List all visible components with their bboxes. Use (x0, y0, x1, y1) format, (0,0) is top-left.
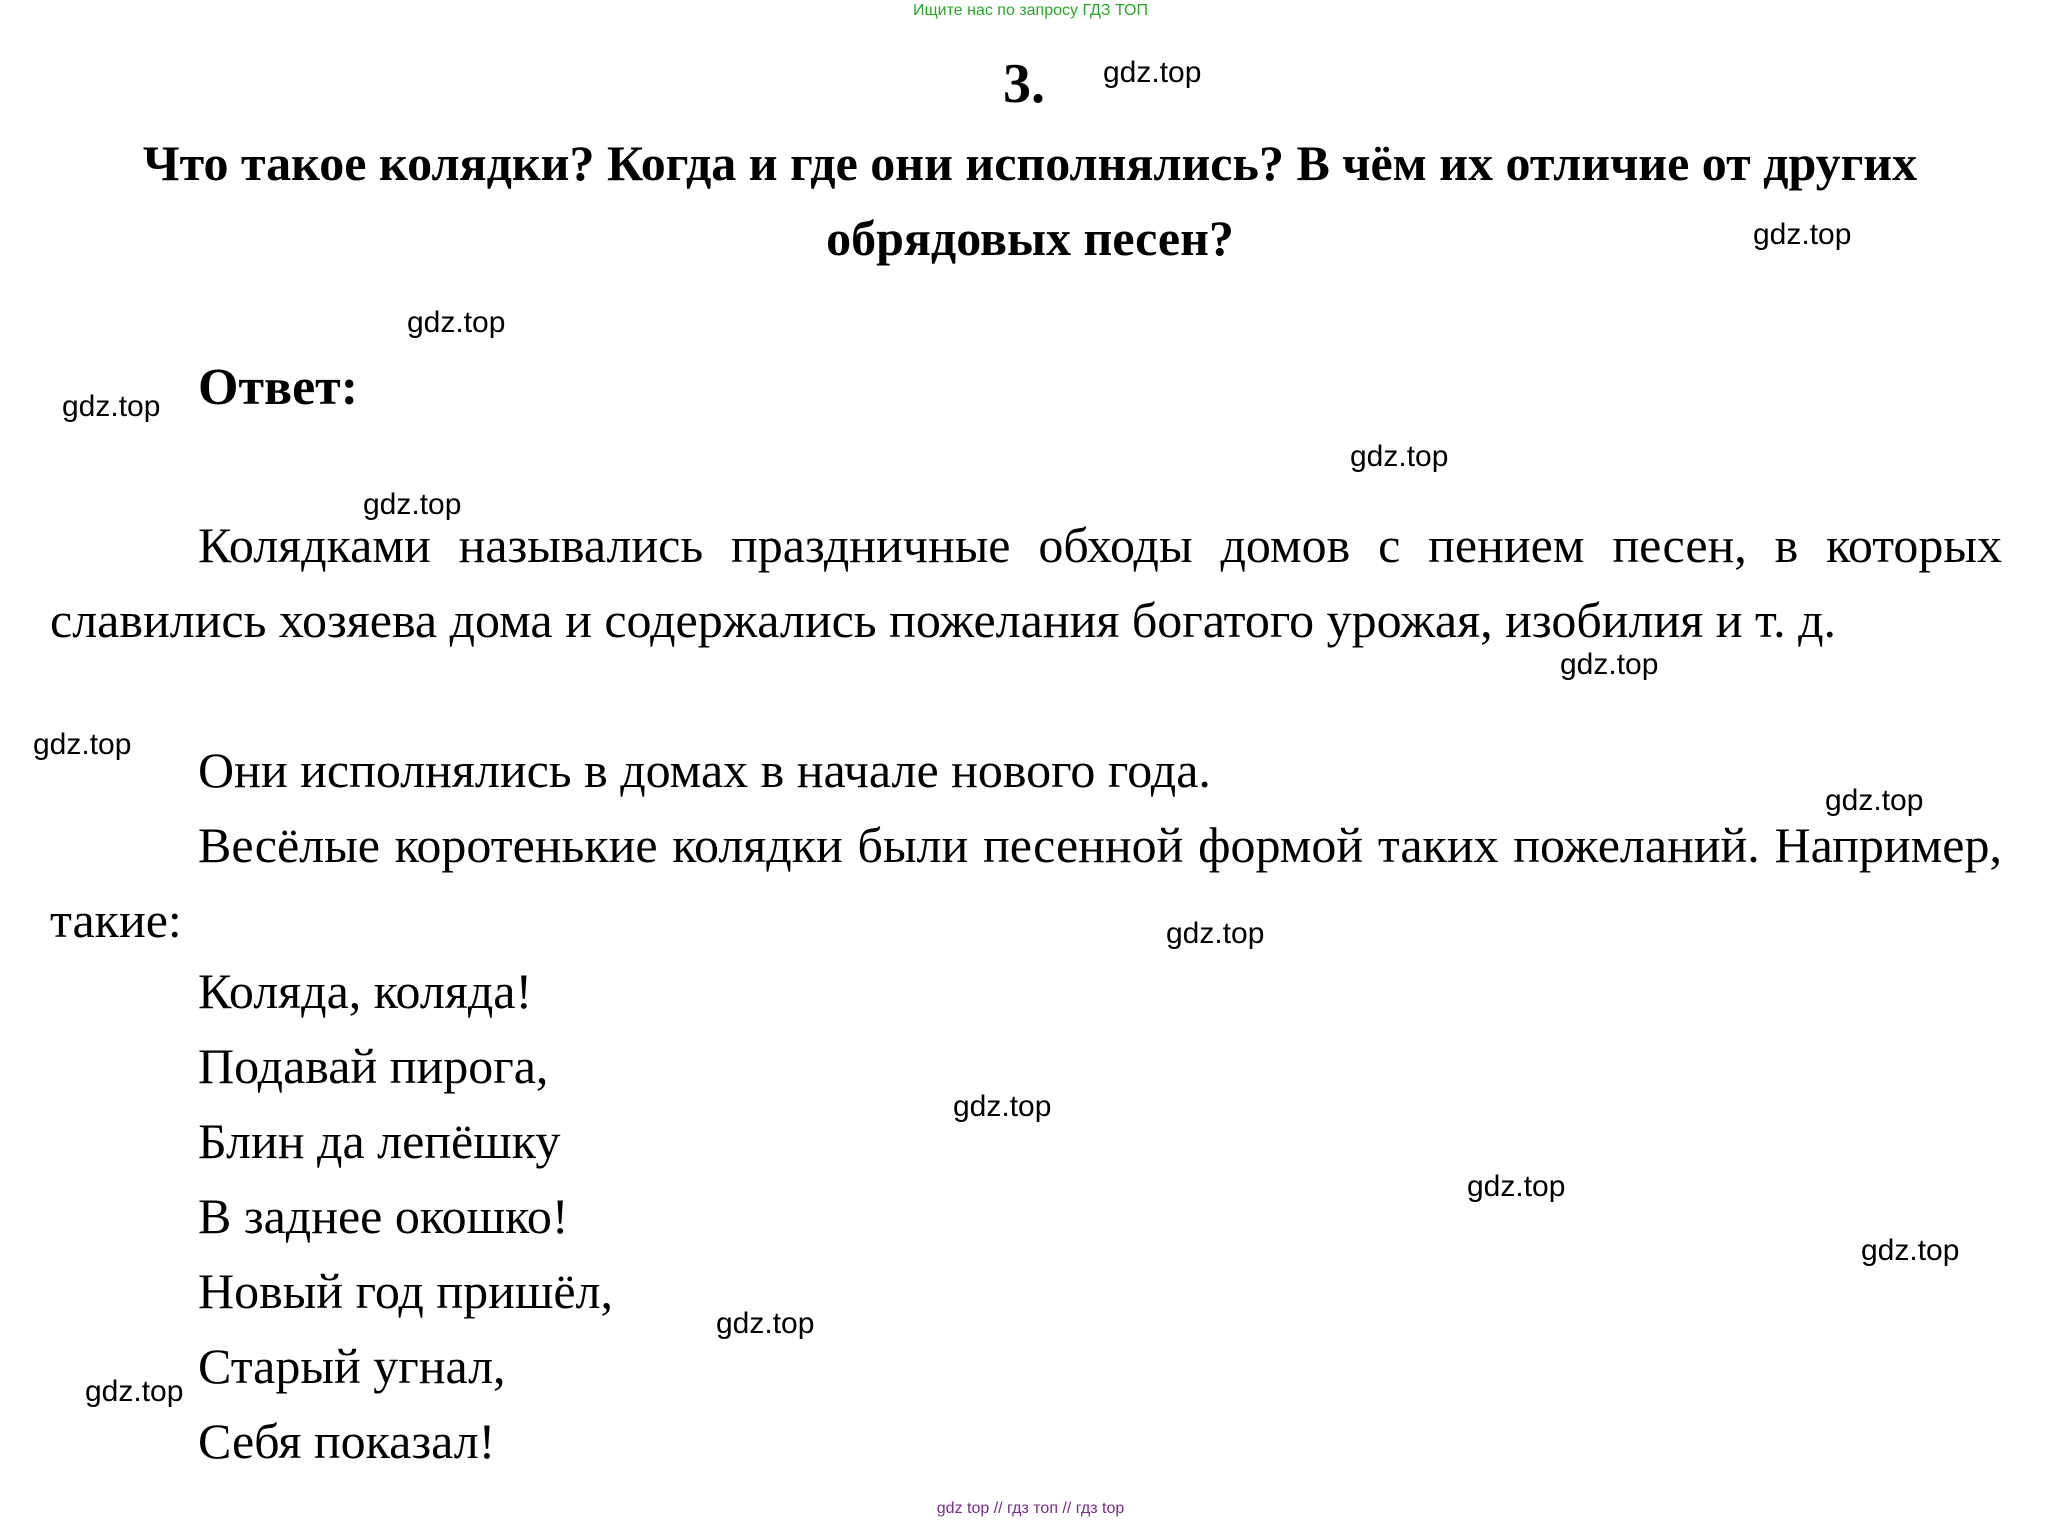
question-heading: Что такое колядки? Когда и где они исполнялись? В чём их отличие от других обрядовых песен? (142, 135, 1918, 266)
poem-line: Себя показал! (198, 1413, 496, 1469)
answer-paragraph-2 (50, 733, 2002, 808)
watermark: gdz.top (85, 1375, 184, 1408)
task-number: 3. (1003, 53, 1045, 115)
watermark: gdz.top (363, 488, 462, 521)
answer-label: Ответ: (198, 359, 359, 416)
watermark: gdz.top (1861, 1234, 1960, 1267)
poem-line: Коляда, коляда! (198, 963, 533, 1019)
paragraph-text: Они исполнялись в домах в начале нового года. (198, 742, 1211, 798)
top-search-note: Ищите нас по запросу ГДЗ ТОП (913, 2, 1148, 19)
answer-paragraph-1 (50, 508, 2002, 658)
poem-line: В заднее окошко! (198, 1188, 569, 1244)
poem-line: Блин да лепёшку (198, 1113, 561, 1169)
watermark: gdz.top (1753, 218, 1852, 251)
watermark: gdz.top (1103, 56, 1202, 89)
answer-paragraph-3 (50, 808, 2002, 958)
poem-line: Новый год пришёл, (198, 1263, 613, 1319)
paragraph-text: Колядками назывались праздничные обходы домов с пением песен, в которых славились хозяева дома и содержались пожелания богатого урожая, изобилия и т. д. (50, 517, 2002, 648)
watermark: gdz.top (1166, 917, 1265, 950)
watermark: gdz.top (1560, 648, 1659, 681)
paragraph-text: Весёлые коротенькие колядки были песенной формой таких пожеланий. Например, такие: (50, 817, 2002, 948)
watermark: gdz.top (1467, 1170, 1566, 1203)
watermark: gdz.top (1350, 440, 1449, 473)
watermark: gdz.top (953, 1090, 1052, 1123)
watermark: gdz.top (716, 1307, 815, 1340)
footer-watermark: gdz top // гдз топ // гдз top (936, 1500, 1125, 1517)
watermark: gdz.top (62, 390, 161, 423)
watermark: gdz.top (1825, 784, 1924, 817)
watermark: gdz.top (407, 306, 506, 339)
poem-line: Старый угнал, (198, 1338, 506, 1394)
poem-line: Подавай пирога, (198, 1038, 549, 1094)
watermark: gdz.top (33, 728, 132, 761)
